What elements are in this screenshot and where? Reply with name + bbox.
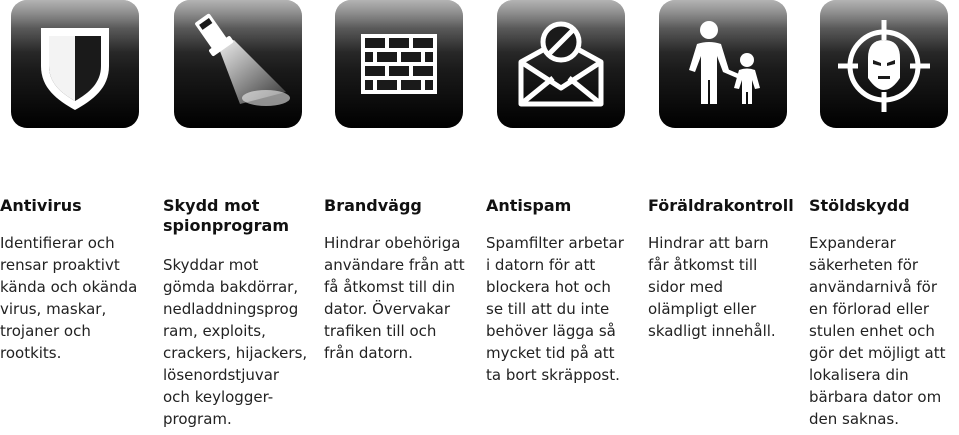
feature-description: Hindrar obehöriga användare från att få åtkomst till din dator. Övervakar trafiken till och från datorn. [324,234,465,362]
parent-child-icon [659,0,787,128]
antispyware-tile [174,0,302,128]
flashlight-icon [174,0,302,128]
feature-title: Skydd mot spionprogram [163,196,289,235]
feature-title: Stöldskydd [809,196,910,215]
parental-control-tile [659,0,787,128]
feature-antispam [486,0,636,384]
firewall-tile [335,0,463,128]
feature-antispyware [163,0,313,428]
blocked-mail-icon [497,0,625,128]
feature-description: Expanderar säkerheten för användarnivå för en förlorad eller stulen enhet och gör det möjligt att lokalisera din bärbara dator om den saknas. [809,234,946,428]
feature-antivirus [0,0,150,362]
feature-firewall [324,0,474,362]
antivirus-tile [11,0,139,128]
feature-title: Antivirus [0,196,82,215]
feature-description: Spamfilter arbetar i datorn för att blockera hot och se till att du inte behöver lägga så mycket tid på att ta bort skräppost. [486,234,624,384]
thief-target-icon [820,0,948,128]
feature-title: Antispam [486,196,572,215]
antispam-tile [497,0,625,128]
feature-description: Identifierar och rensar proaktivt kända och okända virus, maskar, trojaner och rootkits. [0,234,138,362]
shield-icon [11,0,139,128]
feature-description: Skyddar mot gömda bakdörrar, nedladdningsprog ram, exploits, crackers, hijackers, lösenordstjuvar och keylogger- program. [163,256,308,428]
brick-wall-icon [335,0,463,128]
feature-description: Hindrar att barn får åtkomst till sidor med olämpligt eller skadligt innehåll. [648,234,776,340]
feature-parental-control [648,0,798,340]
theft-protection-tile [820,0,948,128]
feature-title: Brandvägg [324,196,422,215]
feature-theft-protection [809,0,959,428]
feature-title: Föräldrakontroll [648,196,794,215]
